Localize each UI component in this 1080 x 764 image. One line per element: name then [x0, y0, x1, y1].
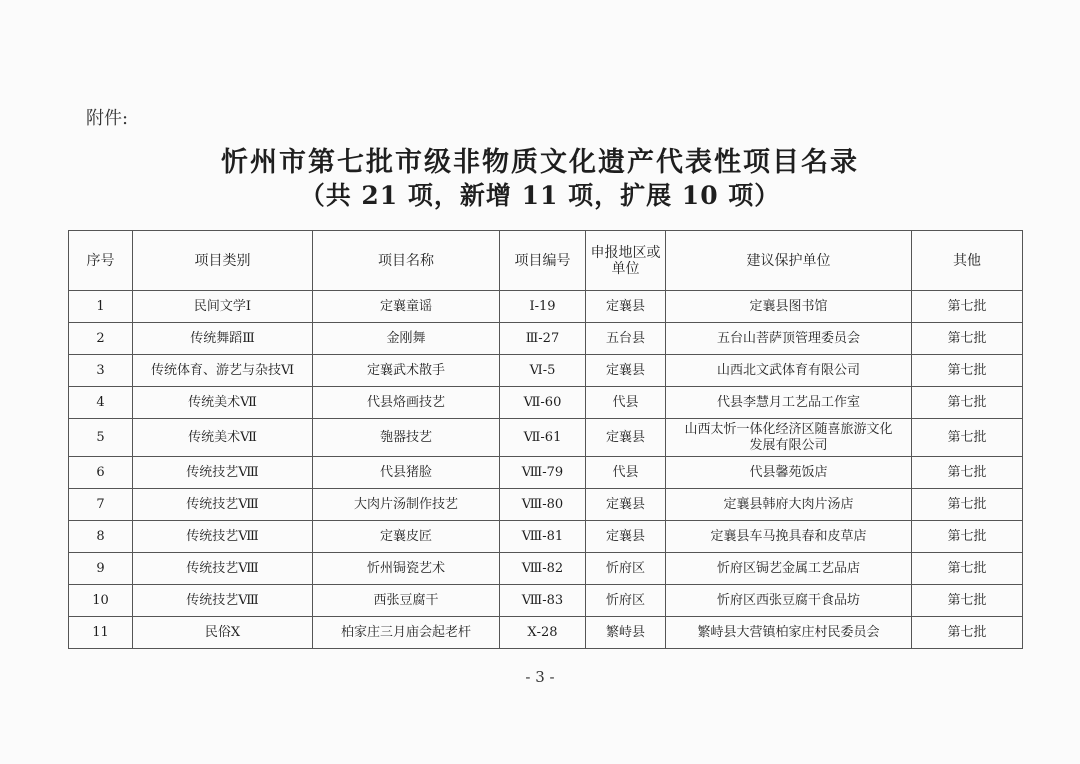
- cell-region: 定襄县: [586, 419, 666, 457]
- cell-unit: 代县馨苑饭店: [666, 457, 912, 489]
- cell-no: 3: [69, 355, 133, 387]
- cell-unit: 忻府区锔艺金属工艺品店: [666, 553, 912, 585]
- cell-code: Ⅷ-82: [500, 553, 586, 585]
- cell-other: 第七批: [912, 457, 1023, 489]
- cell-region: 代县: [586, 457, 666, 489]
- cell-category: 传统体育、游艺与杂技Ⅵ: [133, 355, 313, 387]
- cell-other: 第七批: [912, 291, 1023, 323]
- cell-other: 第七批: [912, 489, 1023, 521]
- cell-code: Ⅷ-83: [500, 585, 586, 617]
- cell-other: 第七批: [912, 387, 1023, 419]
- cell-code: Ⅶ-61: [500, 419, 586, 457]
- table-row: [69, 553, 1023, 585]
- cell-region: 代县: [586, 387, 666, 419]
- cell-other: 第七批: [912, 521, 1023, 553]
- cell-no: 2: [69, 323, 133, 355]
- cell-region: 定襄县: [586, 291, 666, 323]
- table-row: [69, 291, 1023, 323]
- table-row: [69, 585, 1023, 617]
- cell-category: 民间文学Ⅰ: [133, 291, 313, 323]
- cell-unit: [666, 419, 912, 457]
- header-name: 项目名称: [313, 231, 500, 291]
- table-row: [69, 617, 1023, 649]
- table-header-row: [69, 231, 1023, 291]
- cell-code: Ⅷ-79: [500, 457, 586, 489]
- cell-region: 定襄县: [586, 489, 666, 521]
- cell-other: 第七批: [912, 585, 1023, 617]
- cell-other: 第七批: [912, 419, 1023, 457]
- cell-name: 定襄童谣: [313, 291, 500, 323]
- cell-name: 定襄武术散手: [313, 355, 500, 387]
- cell-no: 4: [69, 387, 133, 419]
- cell-unit: 五台山菩萨顶管理委员会: [666, 323, 912, 355]
- header-region-line2: 单位: [611, 260, 640, 277]
- document-subtitle: （共 21 项，新增 11 项，扩展 10 项）: [299, 181, 781, 210]
- cell-region: 忻府区: [586, 585, 666, 617]
- cell-name: 匏器技艺: [313, 419, 500, 457]
- cell-code: Ⅷ-81: [500, 521, 586, 553]
- header-region-line1: 申报地区或: [590, 244, 661, 261]
- document-title: 忻州市第七批市级非物质文化遗产代表性项目名录: [221, 147, 859, 178]
- cell-unit-line1: 山西太忻一体化经济区随喜旅游文化: [684, 421, 893, 437]
- cell-no: 1: [69, 291, 133, 323]
- header-region: [586, 231, 666, 291]
- cell-code: Ⅶ-60: [500, 387, 586, 419]
- cell-code: Ⅰ-19: [500, 291, 586, 323]
- cell-unit: 山西北文武体育有限公司: [666, 355, 912, 387]
- project-list-table: [68, 230, 1023, 649]
- header-unit: 建议保护单位: [666, 231, 912, 291]
- cell-other: 第七批: [912, 323, 1023, 355]
- cell-category: 传统技艺Ⅷ: [133, 489, 313, 521]
- header-no: 序号: [69, 231, 133, 291]
- header-category: 项目类别: [133, 231, 313, 291]
- cell-name: 代县烙画技艺: [313, 387, 500, 419]
- table-row: [69, 323, 1023, 355]
- cell-region: 定襄县: [586, 521, 666, 553]
- cell-unit: 定襄县车马挽具春和皮草店: [666, 521, 912, 553]
- cell-unit: 繁峙县大营镇柏家庄村民委员会: [666, 617, 912, 649]
- cell-other: 第七批: [912, 617, 1023, 649]
- cell-no: 11: [69, 617, 133, 649]
- table-row: [69, 521, 1023, 553]
- cell-name: 定襄皮匠: [313, 521, 500, 553]
- cell-other: 第七批: [912, 553, 1023, 585]
- cell-unit: 忻府区西张豆腐干食品坊: [666, 585, 912, 617]
- cell-no: 5: [69, 419, 133, 457]
- cell-code: Ⅷ-80: [500, 489, 586, 521]
- cell-code: Ⅲ-27: [500, 323, 586, 355]
- cell-unit: 定襄县韩府大肉片汤店: [666, 489, 912, 521]
- table-row: [69, 355, 1023, 387]
- cell-code: Ⅹ-28: [500, 617, 586, 649]
- header-code: 项目编号: [500, 231, 586, 291]
- cell-name: 代县猪脸: [313, 457, 500, 489]
- table-row: [69, 457, 1023, 489]
- cell-region: 五台县: [586, 323, 666, 355]
- cell-unit: 定襄县图书馆: [666, 291, 912, 323]
- cell-name: 西张豆腐干: [313, 585, 500, 617]
- cell-other: 第七批: [912, 355, 1023, 387]
- cell-region: 繁峙县: [586, 617, 666, 649]
- cell-region: 忻府区: [586, 553, 666, 585]
- cell-category: 传统美术Ⅶ: [133, 419, 313, 457]
- cell-name: 柏家庄三月庙会起老杆: [313, 617, 500, 649]
- cell-category: 传统舞蹈Ⅲ: [133, 323, 313, 355]
- cell-no: 7: [69, 489, 133, 521]
- cell-no: 10: [69, 585, 133, 617]
- cell-code: Ⅵ-5: [500, 355, 586, 387]
- cell-category: 传统技艺Ⅷ: [133, 553, 313, 585]
- cell-region: 定襄县: [586, 355, 666, 387]
- table-row: [69, 419, 1023, 457]
- cell-unit-line2: 发展有限公司: [749, 437, 828, 453]
- table-row: [69, 387, 1023, 419]
- cell-category: 传统技艺Ⅷ: [133, 457, 313, 489]
- cell-no: 8: [69, 521, 133, 553]
- header-other: 其他: [912, 231, 1023, 291]
- cell-category: 民俗Ⅹ: [133, 617, 313, 649]
- cell-category: 传统技艺Ⅷ: [133, 521, 313, 553]
- cell-no: 9: [69, 553, 133, 585]
- cell-category: 传统技艺Ⅷ: [133, 585, 313, 617]
- table-row: [69, 489, 1023, 521]
- cell-no: 6: [69, 457, 133, 489]
- cell-name: 金刚舞: [313, 323, 500, 355]
- attachment-label: 附件:: [86, 108, 129, 129]
- cell-name: 忻州锔瓷艺术: [313, 553, 500, 585]
- cell-category: 传统美术Ⅶ: [133, 387, 313, 419]
- cell-unit: 代县李慧月工艺品工作室: [666, 387, 912, 419]
- page-number: - 3 -: [525, 668, 555, 686]
- cell-name: 大肉片汤制作技艺: [313, 489, 500, 521]
